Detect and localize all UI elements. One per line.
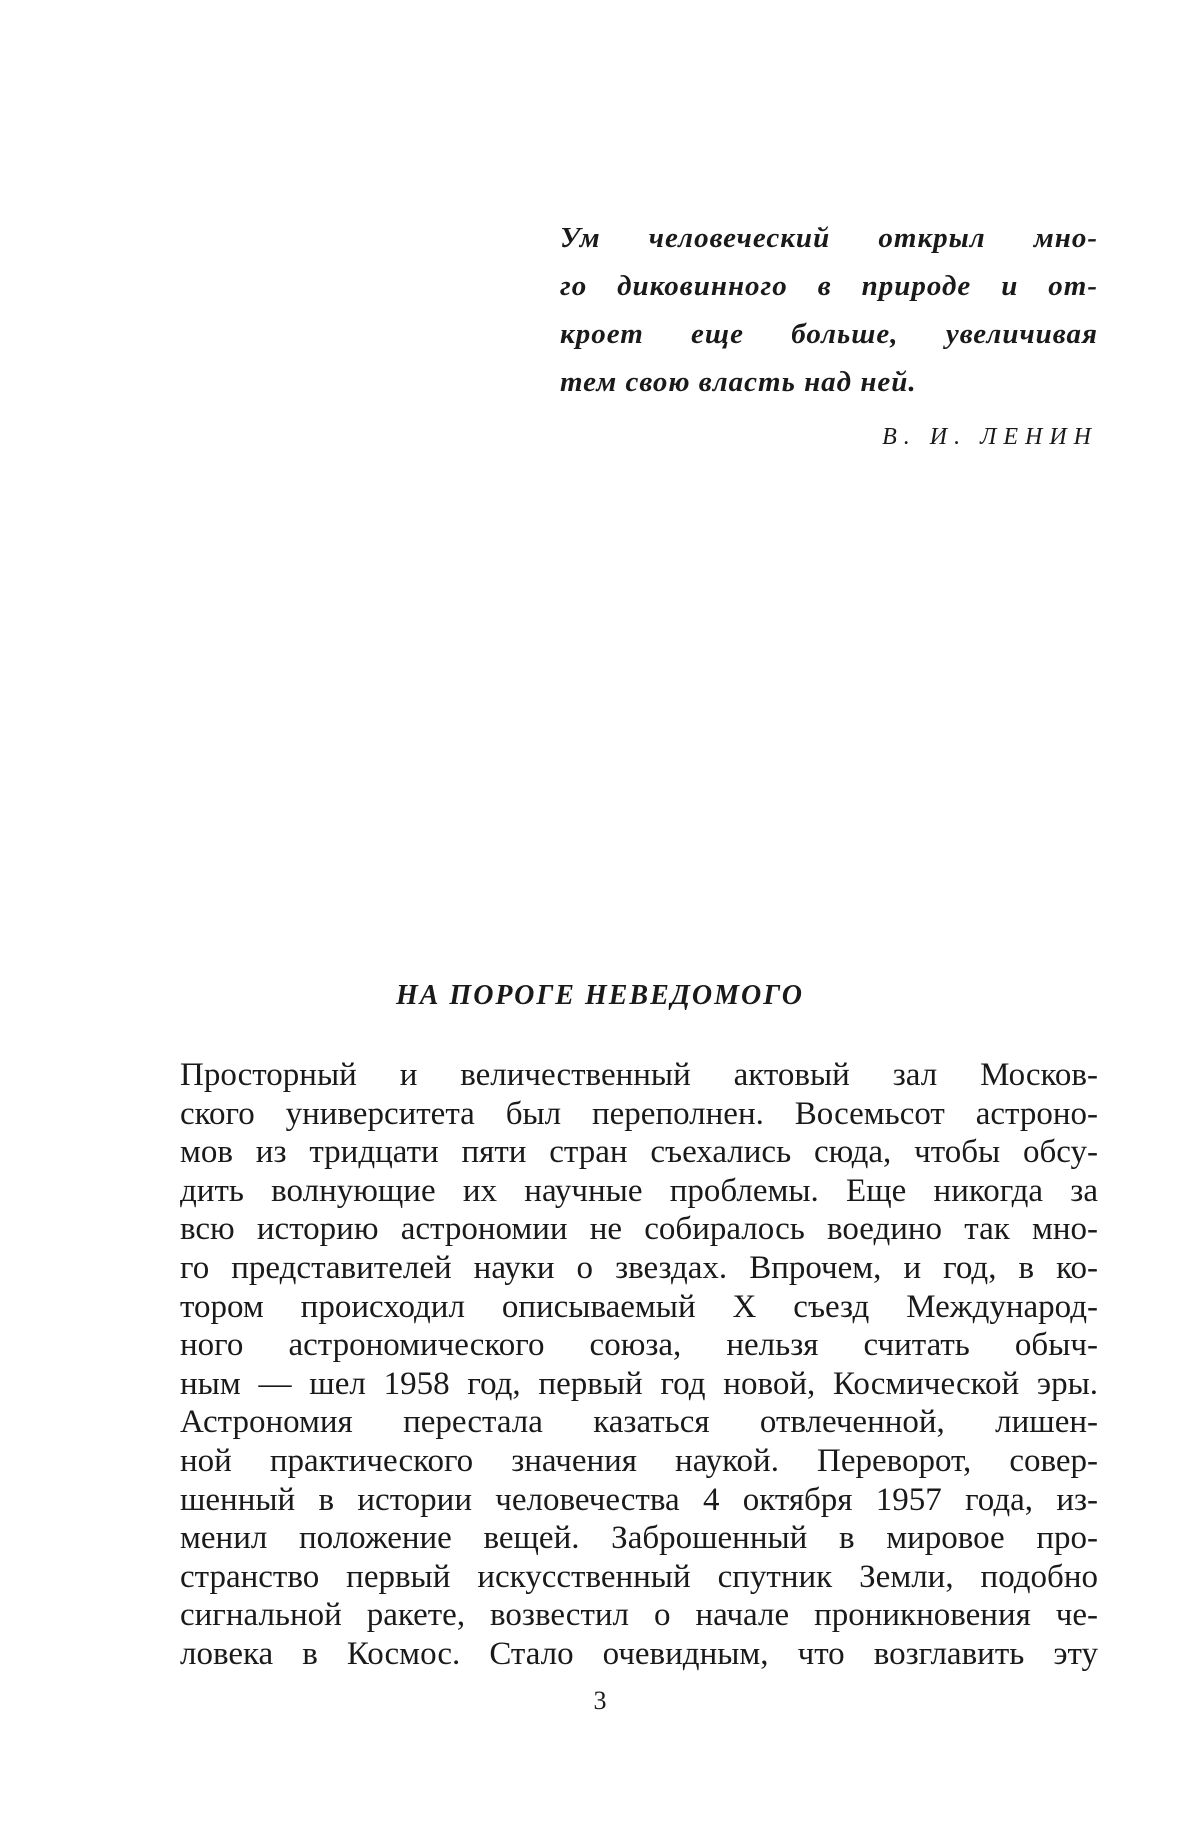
text-line: ловека в Космос. Стало очевидным, что возглавить эту xyxy=(180,1635,1098,1672)
text-line: го представителей науки о звездах. Впрочем, и год, в ко- xyxy=(180,1249,1098,1286)
text-line: Астрономия перестала казаться отвлеченной, лишен- xyxy=(180,1404,1098,1441)
text-line: дить волнующие их научные проблемы. Еще никогда за xyxy=(180,1172,1098,1209)
text-line: ным — шел 1958 год, первый год новой, Космической эры. xyxy=(180,1365,1098,1402)
epigraph-line: Ум человеческий открыл мно- xyxy=(560,222,1098,254)
body-text xyxy=(180,1056,1098,1674)
text-line: ной практического значения наукой. Переворот, совер- xyxy=(180,1442,1098,1479)
epigraph xyxy=(560,214,1098,450)
epigraph-line: го диковинного в природе и от- xyxy=(560,270,1098,302)
epigraph-author: В. И. ЛЕНИН xyxy=(882,424,1098,450)
epigraph-line: кроет еще больше, увеличивая xyxy=(560,318,1098,350)
page-number: 3 xyxy=(593,1686,607,1715)
text-line: ного астрономического союза, нельзя считать обыч- xyxy=(180,1327,1098,1364)
text-line: тором происходил описываемый X съезд Международ- xyxy=(180,1288,1098,1325)
chapter-title: НА ПОРОГЕ НЕВЕДОМОГО xyxy=(395,980,805,1011)
text-line: странство первый искусственный спутник Земли, подобно xyxy=(180,1558,1098,1595)
text-line: менил положение вещей. Заброшенный в мировое про- xyxy=(180,1520,1098,1557)
text-line: всю историю астрономии не собиралось воедино так мно- xyxy=(180,1211,1098,1248)
epigraph-line: тем свою власть над ней. xyxy=(560,366,917,398)
text-line: ского университета был переполнен. Восемьсот астроно- xyxy=(180,1095,1098,1132)
text-line: мов из тридцати пяти стран съехались сюда, чтобы обсу- xyxy=(180,1134,1098,1171)
text-line: сигнальной ракете, возвестил о начале проникновения че- xyxy=(180,1597,1098,1634)
text-line: Просторный и величественный актовый зал Москов- xyxy=(180,1057,1098,1093)
text-line: шенный в истории человечества 4 октября 1957 года, из- xyxy=(180,1481,1098,1518)
